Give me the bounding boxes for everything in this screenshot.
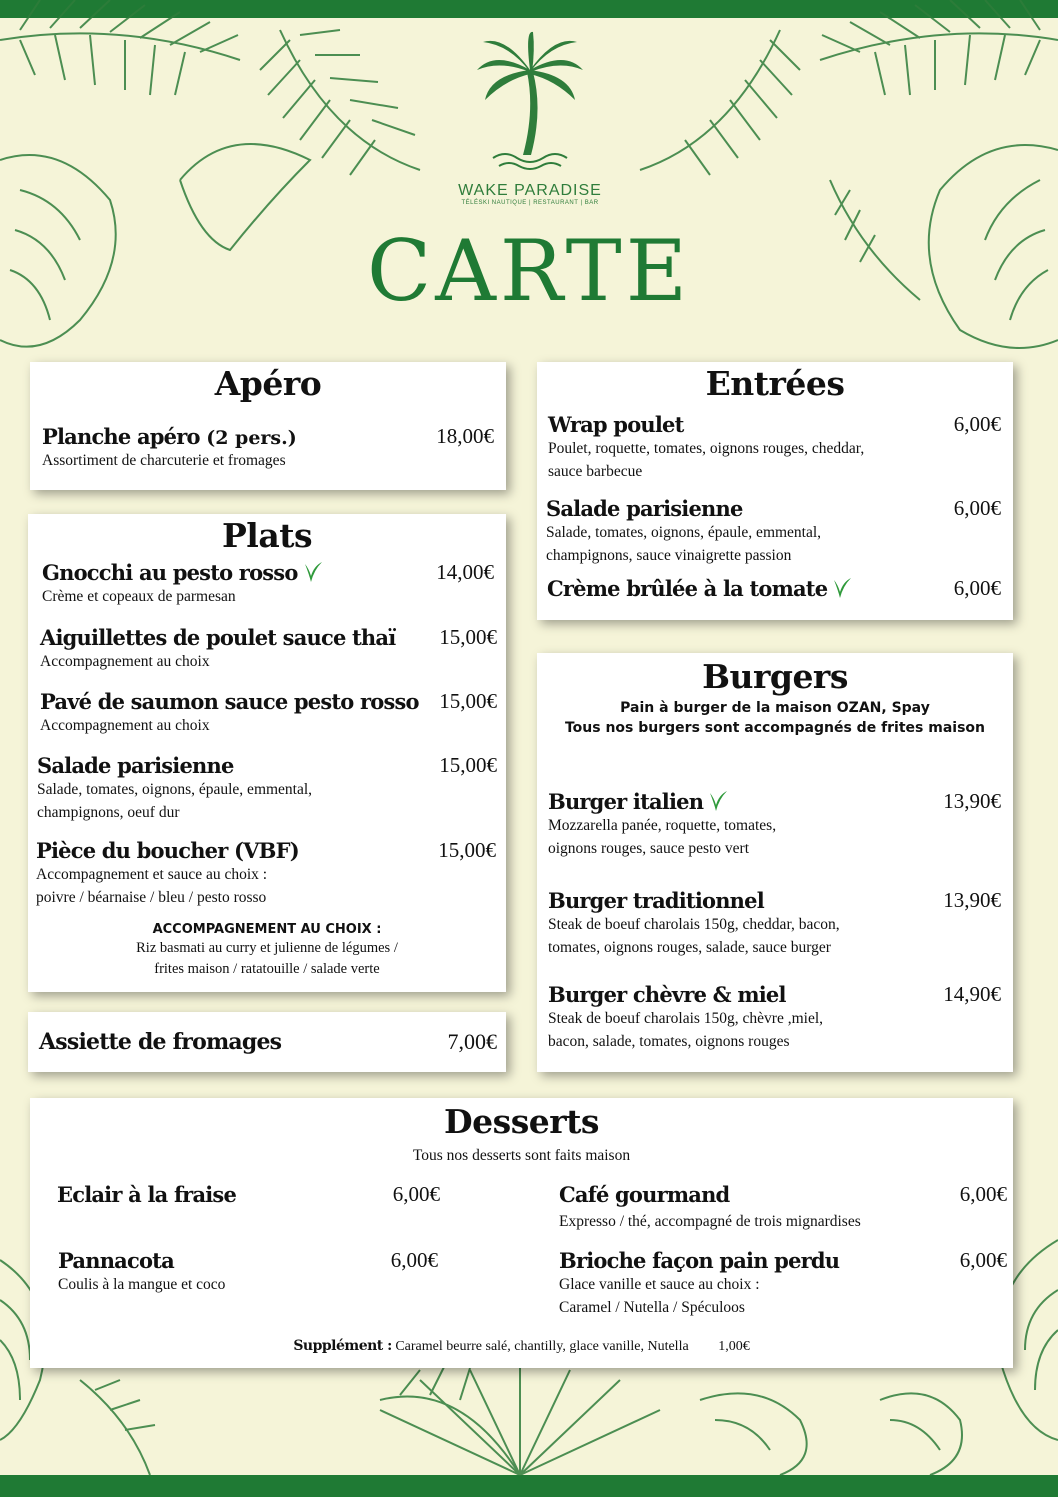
menu-item <box>39 1029 497 1055</box>
menu-item <box>42 424 494 472</box>
bottom-band <box>0 1475 1058 1497</box>
item-name: Pièce du boucher (VBF) <box>36 838 299 863</box>
burgers-note: Pain à burger de la maison OZAN, Spay <box>620 700 930 716</box>
item-name: Café gourmand <box>559 1182 730 1207</box>
page-title: CARTE <box>366 222 692 320</box>
entrees-title: Entrées <box>705 364 845 403</box>
menu-item <box>37 753 497 824</box>
palm-tree-icon <box>475 30 585 180</box>
item-price: 6,00€ <box>392 1182 440 1206</box>
item-desc: Salade, tomates, oignons, épaule, emmental, <box>37 781 313 798</box>
item-name: Planche apéro (2 pers.) <box>42 424 297 449</box>
item-desc: Crème et copeaux de parmesan <box>42 588 236 605</box>
item-desc: sauce barbecue <box>548 463 643 480</box>
brand-name: WAKE PARADISE <box>458 182 602 199</box>
burgers-card <box>537 653 1013 1072</box>
item-desc: Steak de boeuf charolais 150g, chèvre ,miel, <box>548 1010 824 1027</box>
menu-item <box>58 1248 438 1296</box>
item-name: Salade parisienne <box>546 496 743 521</box>
item-price: 13,90€ <box>943 888 1001 912</box>
item-name: Assiette de fromages <box>39 1029 282 1055</box>
menu-item <box>57 1182 440 1207</box>
item-desc: Poulet, roquette, tomates, oignons rouges, cheddar, <box>548 440 865 457</box>
item-name: Burger chèvre & miel <box>548 982 786 1007</box>
item-desc: Accompagnement et sauce au choix : <box>36 866 268 883</box>
menu-item <box>548 888 1001 959</box>
item-price: 7,00€ <box>447 1029 497 1054</box>
menu-item <box>559 1182 1007 1233</box>
item-name: Burger traditionnel <box>548 888 764 913</box>
item-desc: Steak de boeuf charolais 150g, cheddar, bacon, <box>548 916 840 933</box>
item-price: 18,00€ <box>436 424 494 448</box>
menu-item <box>548 789 1001 860</box>
item-price: 15,00€ <box>439 753 497 777</box>
brand-tagline: TÉLÉSKI NAUTIQUE | RESTAURANT | BAR <box>461 200 599 206</box>
item-desc: champignons, sauce vinaigrette passion <box>546 547 792 564</box>
item-name: Aiguillettes de poulet sauce thaï <box>40 625 396 650</box>
menu-item <box>559 1248 1007 1319</box>
item-desc: Glace vanille et sauce au choix : <box>559 1276 760 1293</box>
item-name: Brioche façon pain perdu <box>559 1248 840 1273</box>
apero-title: Apéro <box>214 364 322 403</box>
menu-item <box>40 689 497 737</box>
menu-item <box>547 576 1001 601</box>
item-desc: Expresso / thé, accompagné de trois mignardises <box>559 1213 861 1230</box>
item-desc: bacon, salade, tomates, oignons rouges <box>548 1033 790 1050</box>
item-name: Eclair à la fraise <box>57 1182 237 1207</box>
item-price: 6,00€ <box>953 576 1001 600</box>
item-name: Pannacota <box>58 1248 174 1273</box>
item-desc: Assortiment de charcuterie et fromages <box>42 452 286 469</box>
fromages-card <box>28 1012 506 1072</box>
accompaniment-title: ACCOMPAGNEMENT AU CHOIX : <box>152 922 382 937</box>
menu-item <box>548 982 1001 1053</box>
item-price: 6,00€ <box>953 496 1001 520</box>
supplement-text: Caramel beurre salé, chantilly, glace vanille, Nutella <box>395 1339 689 1354</box>
vegetarian-icon <box>831 576 853 600</box>
menu-item <box>42 560 494 608</box>
accompaniment-block <box>28 922 506 979</box>
item-desc: oignons rouges, sauce pesto vert <box>548 840 750 857</box>
item-desc: Accompagnement au choix <box>40 653 210 670</box>
item-name: Crème brûlée à la tomate <box>547 576 1001 601</box>
supplement-price: 1,00€ <box>718 1339 750 1354</box>
plats-title: Plats <box>221 516 313 555</box>
item-price: 13,90€ <box>943 789 1001 813</box>
brand-logo <box>440 30 620 206</box>
item-price: 6,00€ <box>390 1248 438 1272</box>
desserts-title: Desserts <box>444 1102 599 1141</box>
menu-item <box>40 625 497 673</box>
accompaniment-line: frites maison / ratatouille / salade verte <box>154 961 380 977</box>
menu-item <box>548 412 1001 483</box>
item-desc: tomates, oignons rouges, salade, sauce burger <box>548 939 831 956</box>
item-desc: Accompagnement au choix <box>40 717 210 734</box>
item-price: 15,00€ <box>439 689 497 713</box>
desserts-note: Tous nos desserts sont faits maison <box>412 1147 631 1164</box>
item-name: Wrap poulet <box>548 412 684 437</box>
burgers-note: Tous nos burgers sont accompagnés de frites maison <box>564 720 986 736</box>
vegetarian-icon <box>302 560 324 584</box>
menu-item <box>36 838 496 909</box>
menu-item <box>546 496 1001 567</box>
burgers-title: Burgers <box>702 657 848 696</box>
item-price: 6,00€ <box>959 1248 1007 1272</box>
supplement-label: Supplément : <box>293 1338 392 1354</box>
item-desc: champignons, oeuf dur <box>37 804 180 821</box>
item-desc: Caramel / Nutella / Spéculoos <box>559 1299 745 1316</box>
plats-card <box>28 514 506 992</box>
item-name: Pavé de saumon sauce pesto rosso <box>40 689 419 714</box>
supplement-line <box>30 1338 1013 1355</box>
item-price: 14,90€ <box>943 982 1001 1006</box>
apero-card <box>30 362 506 490</box>
accompaniment-line: Riz basmati au curry et julienne de légumes / <box>136 940 398 956</box>
top-band <box>0 0 1058 18</box>
item-desc: Salade, tomates, oignons, épaule, emmental, <box>546 524 822 541</box>
item-name: Salade parisienne <box>37 753 234 778</box>
item-price: 15,00€ <box>439 625 497 649</box>
item-name: Gnocchi au pesto rosso <box>42 560 494 585</box>
desserts-card <box>30 1098 1013 1368</box>
item-price: 6,00€ <box>953 412 1001 436</box>
item-desc: poivre / béarnaise / bleu / pesto rosso <box>36 889 267 906</box>
item-desc: Mozzarella panée, roquette, tomates, <box>548 817 777 834</box>
entrees-card <box>537 362 1013 620</box>
item-price: 14,00€ <box>436 560 494 584</box>
item-desc: Coulis à la mangue et coco <box>58 1276 226 1293</box>
item-name: Burger italien <box>548 789 1001 814</box>
item-price: 15,00€ <box>438 838 496 862</box>
item-price: 6,00€ <box>959 1182 1007 1206</box>
vegetarian-icon <box>707 789 729 813</box>
